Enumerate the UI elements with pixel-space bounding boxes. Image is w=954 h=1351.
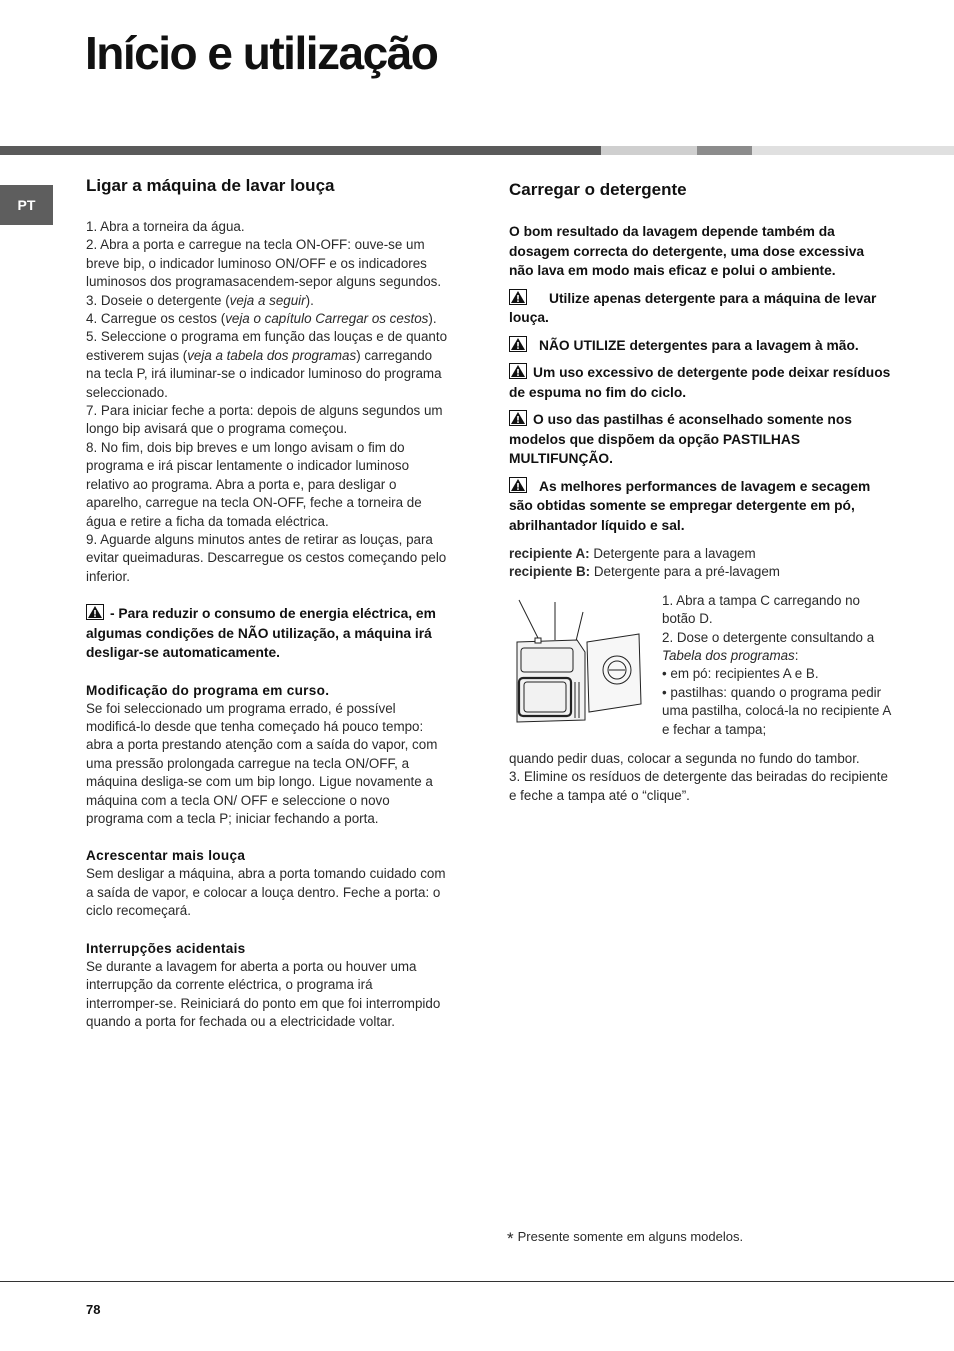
header-bar-light-end [752,146,954,155]
footnote-text: Presente somente em alguns modelos. [517,1229,744,1244]
interrupt-text: Se durante a lavagem for aberta a porta ou houver uma interrupção da corrente eléctrica, o programa irá interromper-se. Reiniciará do ponto em que foi interrompido quando a porta for fechada ou a electricidade voltar. [86,958,441,1029]
dispenser-step-tablets-cont: quando pedir duas, colocar a segunda no fundo do tambor. [509,750,860,766]
step-5-end: ) carregando na tecla P, irá iluminar-se o indicador luminoso do programa seleccionado. [86,347,442,400]
footnote [507,1229,743,1249]
warning-4 [509,410,891,469]
dispenser-step-2-end: : [794,648,799,664]
warning-5-text: As melhores performances de lavagem e secagem são obtidas somente se empregar detergente em pó, abrilhantador líquido e sal. [509,478,871,533]
step-4-end: ). [428,311,437,327]
detergent-intro: O bom resultado da lavagem depende também da dosagem correcta do detergente, uma dose excessiva não lava em modo mais eficaz e polui o ambiente. [509,224,865,278]
step-7: 7. Para iniciar feche a porta: depois de alguns segundos um longo bip avisará que o programa começou. [86,403,443,437]
add-text: Sem desligar a máquina, abra a porta tomando cuidado com a saída de vapor, e colocar a louça dentro. Feche a porta: o ciclo recomeçará. [86,866,446,919]
container-b [509,563,891,581]
dispenser-step-tablets: • pastilhas: quando o programa pedir uma pastilha, colocá-la no recipiente A e fechar a tampa; [662,684,891,737]
modify-text: Se foi seleccionado um programa errado, é possível modificá-lo desde que tenha começado há pouco tempo: abra a porta prestando atenção com a saída do vapor, com uma pressão prolongada carregue na tecla ON/OFF, a máquina desliga-se com um bip longo. Ligue novamente a máquina com a tecla ON/ OFF e seleccione o novo programa com a tecla P; iniciar fechando a porta. [86,700,438,827]
warning-4-text: O uso das pastilhas é aconselhado somente nos modelos que dispõem da opção PASTILHAS MULTIFUNÇÃO. [509,412,852,466]
header-bar-dark [0,146,601,155]
step-4 [86,310,448,328]
container-a-label: recipiente A: [509,546,590,561]
step-5-text: 5. Seleccione o programa em função das louças e de quanto estiverem sujas ( [86,329,448,363]
step-5 [86,328,448,402]
language-tab: PT [0,185,53,225]
container-b-label: recipiente B: [509,564,591,580]
dispenser-step-2 [662,629,892,666]
warning-3-text: Um uso excessivo de detergente pode deixar resíduos de espuma no fim do ciclo. [509,365,891,400]
dispenser-step-3: 3. Elimine os resíduos de detergente das beiradas do recipiente e feche a tampa até o “clique”. [509,769,888,803]
left-column [86,176,448,1031]
dispenser-step-1: 1. Abra a tampa C carregando no botão D. [662,592,861,627]
container-a-text: Detergente para a lavagem [593,546,756,561]
dispenser-step-powder: • em pó: recipientes A e B. [662,666,819,682]
warning-5 [509,477,891,536]
footer-rule [0,1281,954,1282]
step-2: 2. Abra a porta e carregue na tecla ON-OFF: ouve-se um breve bip, o indicador luminoso ON/OFF e os indicadores luminosos dos programasacendem-sepor alguns segundos. [86,237,442,290]
page-number: 78 [86,1302,101,1317]
interrupt-title: Interrupções acidentais [86,940,246,956]
dispenser-step-2-text: 2. Dose o detergente consultando a [662,629,875,645]
warning-icon [509,477,527,493]
warning-3 [509,363,891,402]
container-b-text: Detergente para a pré-lavagem [593,564,780,580]
warning-1-text: Utilize apenas detergente para a máquina de levar louça. [509,290,877,325]
step-3 [86,292,448,310]
warning-icon [509,410,527,426]
warning-icon [509,336,527,352]
energy-note-text: - Para reduzir o consumo de energia eléctrica, em algumas condições de NÃO utilização, a máquina irá desligar-se automaticamente. [86,606,436,661]
container-legend [509,545,891,582]
section-heading-detergent: Carregar o detergente [509,180,687,199]
header-bar-light [601,146,697,155]
dispenser-steps [662,592,892,739]
container-a [509,545,891,563]
step-3-ref: veja a seguir [229,292,306,308]
step-1: 1. Abra a torneira da água. [86,219,245,234]
dispenser-illustration [509,592,649,752]
footnote-asterisk: * [507,1229,514,1248]
page-title: Início e utilização [85,27,438,79]
step-8: 8. No fim, dois bip breves e um longo avisam o fim do programa e irá piscar lentamente o indicador luminoso relativo ao programa. Abra a porta e, para desligar o aparelho, carregue na tecla ON-OFF, feche a torneira de água e retire a ficha da tomada eléctrica. [86,439,422,529]
step-5-ref: veja a tabela dos programas [187,347,357,363]
step-3-end: ). [305,292,314,308]
warning-1 [509,289,891,328]
header-bar-mid [697,146,752,155]
right-column [509,180,891,805]
warning-2 [509,336,891,356]
start-steps [86,218,448,586]
step-9: 9. Aguarde alguns minutos antes de retirar as louças, para evitar queimaduras. Descarregue os cestos começando pelo inferior. [86,531,447,584]
energy-note [86,604,448,663]
warning-icon [509,363,527,379]
warning-icon [86,604,104,620]
modify-title: Modificação do programa em curso. [86,682,330,698]
step-3-text: 3. Doseie o detergente ( [86,292,230,308]
section-heading-start: Ligar a máquina de lavar louça [86,176,335,195]
warning-2-text: NÃO UTILIZE detergentes para a lavagem à mão. [539,337,859,353]
add-title: Acrescentar mais louça [86,848,246,864]
dispenser-figure-block [509,592,891,760]
warning-icon [509,289,527,305]
dispenser-step-2-ref: Tabela dos programas [662,648,795,664]
step-4-ref: veja o capítulo Carregar os cestos [225,311,429,327]
step-4-text: 4. Carregue os cestos ( [86,311,226,327]
